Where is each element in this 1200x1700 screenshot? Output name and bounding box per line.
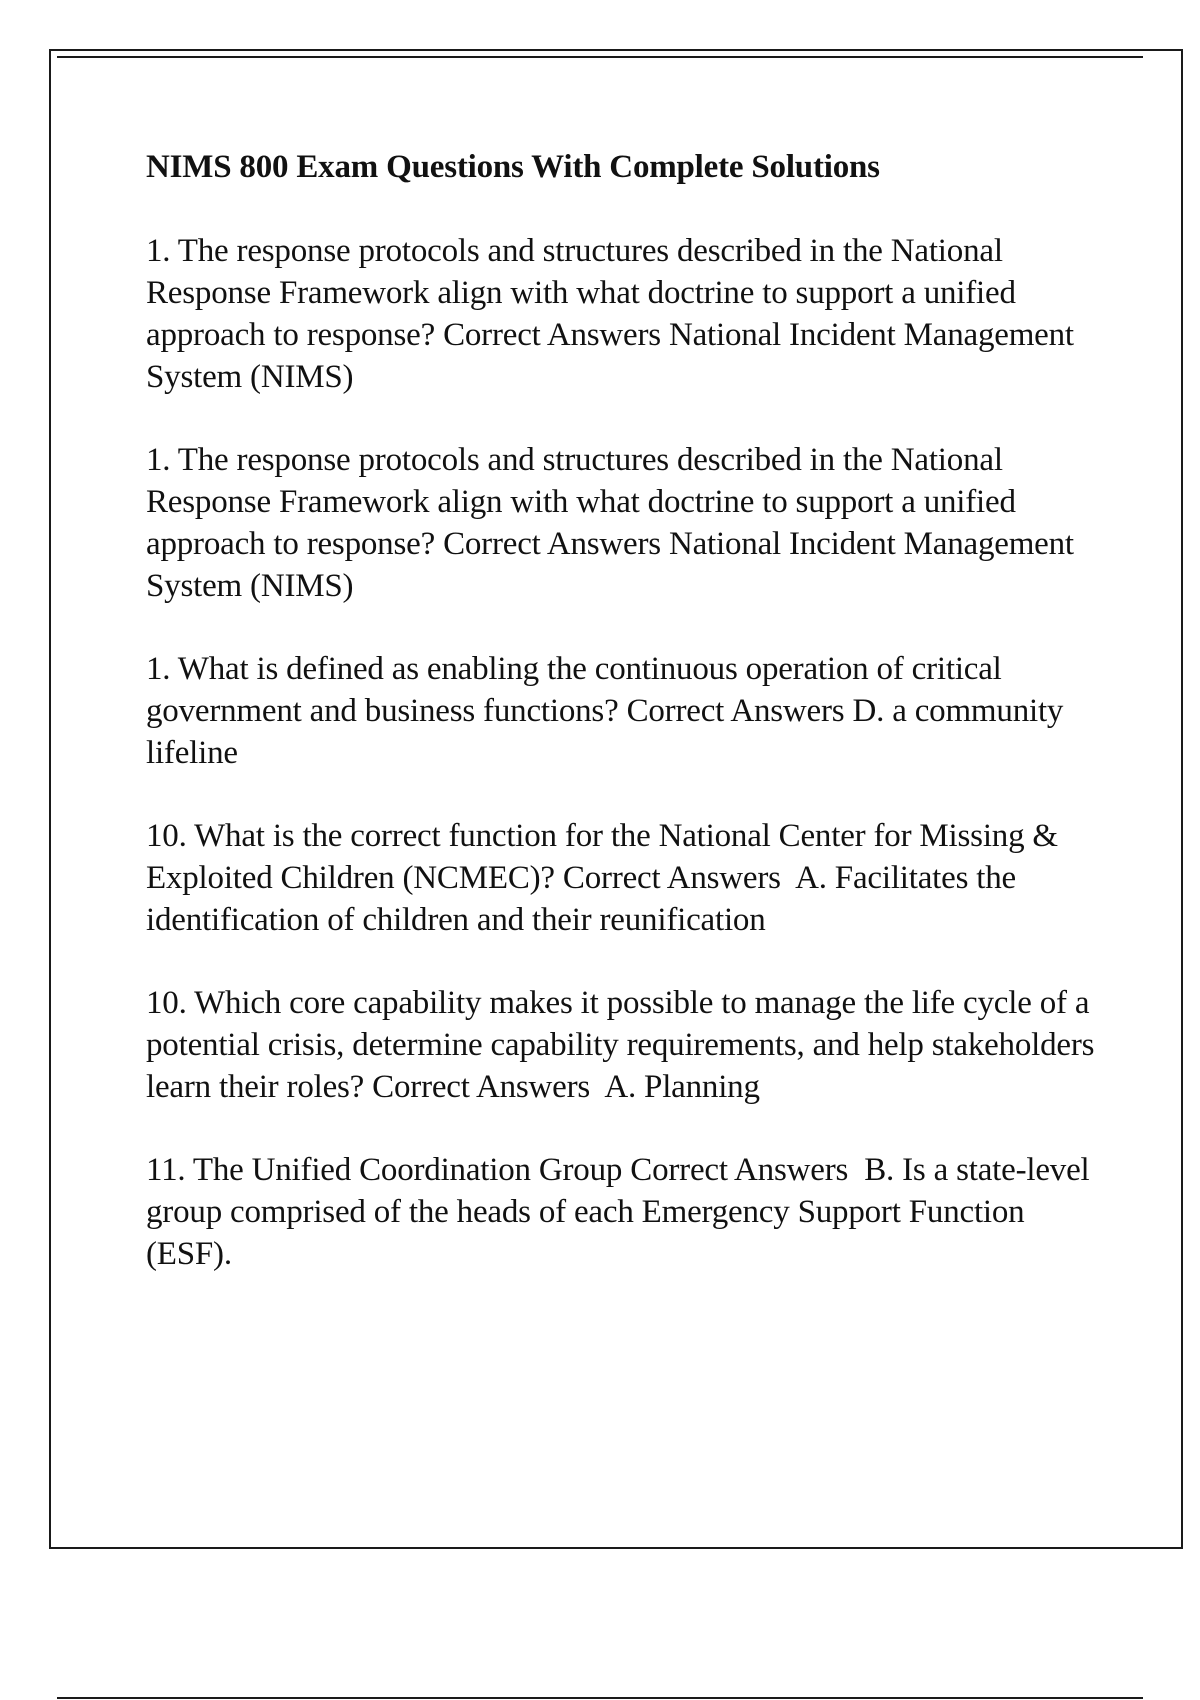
question-item-3: 1. What is defined as enabling the continuous operation of critical government and business functions? Correct Answers D. a community lifeline <box>146 651 1072 771</box>
question-item-2: 1. The response protocols and structures described in the National Response Framework align with what doctrine to support a unified approach to response? Correct Answers National Incident Management System (NIMS) <box>146 442 1082 604</box>
question-item-5: 10. Which core capability makes it possible to manage the life cycle of a potential crisis, determine capability requirements, and help stakeholders learn their roles? Correct Answers A. Planning <box>146 985 1103 1105</box>
question-list <box>146 230 1106 1275</box>
question-item-1: 1. The response protocols and structures described in the National Response Framework align with what doctrine to support a unified approach to response? Correct Answers National Incident Management System (NIMS) <box>146 233 1082 395</box>
question-item-6: 11. The Unified Coordination Group Correct Answers B. Is a state-level group comprised of the heads of each Emergency Support Function (ESF). <box>146 1152 1098 1272</box>
document-content <box>146 146 1106 1316</box>
bottom-rule <box>57 1697 1143 1699</box>
question-item-4: 10. What is the correct function for the National Center for Missing & Exploited Children (NCMEC)? Correct Answers A. Facilitates the identification of children and their reunification <box>146 818 1066 938</box>
document-title: NIMS 800 Exam Questions With Complete Solutions <box>146 149 880 185</box>
